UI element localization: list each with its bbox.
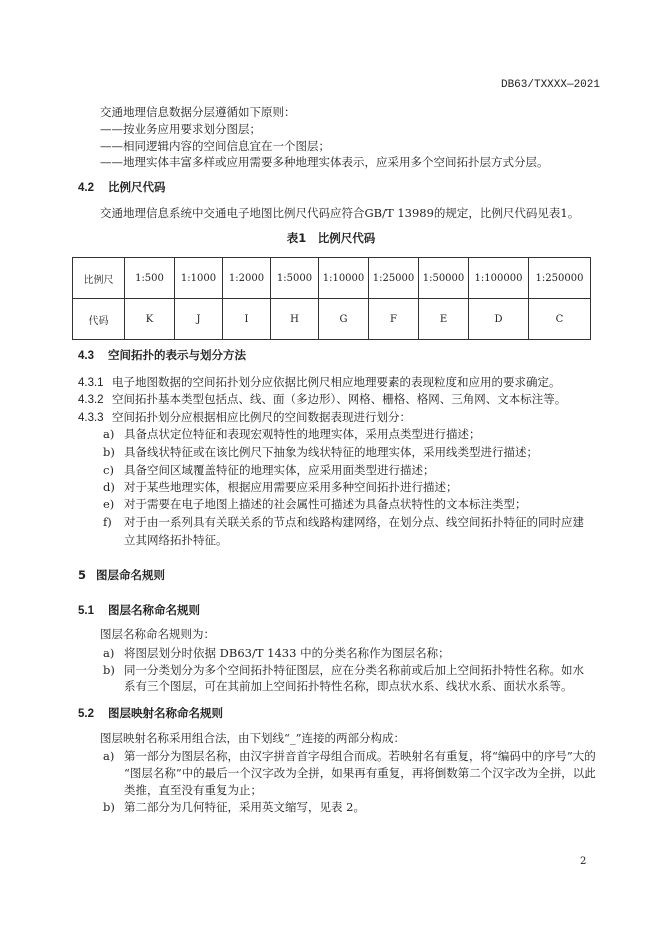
intro-dash-item: ——地理实体丰富多样或应用需要多种地理实体表示，应采用多个空间拓扑层方式分层。 — [100, 155, 549, 169]
subsection-text: 空间拓扑基本类型包括点、线、面（多边形）、网格、栅格、格网、三角网、文本标注等。 — [112, 392, 567, 406]
section-number: 4.3 — [78, 350, 94, 362]
document-code-header: DB63/TXXXX—2021 — [500, 79, 600, 91]
section-paragraph: 图层映射名称采用组合法，由下划线“_”连接的两部分构成： — [100, 731, 406, 745]
page-number: 2 — [580, 856, 587, 867]
list-text-continuation: 系有三个图层，可在其前加上空间拓扑特性名称，即点状水系、线状水系、面状水系等。 — [124, 679, 573, 693]
table-cell: J — [175, 299, 223, 340]
section-title: 比例尺代码 — [108, 180, 166, 194]
subsection-number: 4.3.1 — [78, 377, 104, 389]
table-row — [73, 299, 591, 340]
section-paragraph: 交通地理信息系统中交通电子地图比例尺代码应符合GB/T 13989的规定，比例尺代码见表1。 — [100, 206, 580, 220]
section-heading-5-2 — [78, 705, 223, 721]
section-number: 4.2 — [78, 182, 94, 194]
list-text: 对于由一系列具有关联关系的节点和线路构建网络，在划分点、线空间拓扑特征的同时应建 — [124, 515, 584, 529]
intro-dash-item: ——相同逻辑内容的空间信息宜在一个图层； — [100, 139, 330, 153]
list-text: 同一分类划分为多个空间拓扑特征图层，应在分类名称前或后加上空间拓扑特性名称。如水 — [124, 663, 584, 677]
subsection-4-3-3 — [78, 409, 411, 425]
table-row — [73, 258, 591, 299]
list-label: c) — [103, 463, 114, 477]
section-number: 5.1 — [78, 605, 94, 617]
intro-text: 交通地理信息数据分层遵循如下原则： — [100, 105, 296, 119]
list-text-continuation: 立其网络拓扑特征。 — [124, 533, 228, 547]
list-text: 具备线状特征或在该比例尺下抽象为线状特征的地理实体，采用线类型进行描述； — [124, 445, 538, 459]
list-label: a) — [103, 646, 115, 660]
subsection-text: 空间拓扑划分应根据相应比例尺的空间数据表现进行划分： — [112, 410, 411, 424]
list-label: f) — [103, 515, 112, 529]
table-cell: D — [469, 299, 529, 340]
section-number: 5 — [78, 568, 87, 582]
section-heading-4-2 — [78, 179, 166, 195]
table-cell: 代码 — [73, 299, 125, 340]
list-item — [0, 662, 662, 678]
list-text: 具备空间区域覆盖特征的地理实体，应采用面类型进行描述； — [124, 463, 435, 477]
list-item — [0, 748, 662, 764]
list-label: e) — [103, 497, 115, 511]
table-cell: 1:25000 — [369, 258, 419, 299]
table-cell: 1:500 — [125, 258, 175, 299]
section-title: 空间拓扑的表示与划分方法 — [108, 348, 246, 362]
list-text: 第一部分为图层名称，由汉字拼音首字母组合而成。若映射名有重复，将“编码中的序号”大的 — [124, 749, 596, 763]
section-heading-5-1 — [78, 602, 200, 618]
list-item — [0, 514, 662, 530]
section-heading-5 — [78, 567, 165, 583]
table-cell: 1:2000 — [223, 258, 271, 299]
list-label: a) — [103, 427, 115, 441]
section-title: 图层命名规则 — [96, 568, 165, 582]
table-cell: 1:50000 — [419, 258, 469, 299]
list-text: 第二部分为几何特征，采用英文缩写，见表 2。 — [124, 800, 365, 814]
list-text: 对于需要在电子地图上描述的社会属性可描述为具备点状特性的文本标注类型； — [124, 497, 527, 511]
table-cell: E — [419, 299, 469, 340]
section-number: 5.2 — [78, 708, 94, 720]
subsection-4-3-1 — [78, 374, 561, 390]
list-item — [0, 462, 662, 478]
list-label: b) — [103, 800, 115, 814]
section-title: 图层名称命名规则 — [108, 603, 200, 617]
table-cell: K — [125, 299, 175, 340]
table-cell: 比例尺 — [73, 258, 125, 299]
section-paragraph: 图层名称命名规则为： — [100, 627, 215, 641]
list-item — [0, 479, 662, 495]
subsection-number: 4.3.2 — [78, 394, 104, 406]
list-item — [0, 444, 662, 460]
intro-dash-item: ——按业务应用要求划分图层； — [100, 122, 261, 136]
table-cell: 1:5000 — [271, 258, 319, 299]
list-label: d) — [103, 480, 115, 494]
table-cell: G — [319, 299, 369, 340]
list-text-continuation: 类推，直至没有重复为止； — [124, 783, 262, 797]
subsection-text: 电子地图数据的空间拓扑划分应依据比例尺相应地理要素的表现粒度和应用的要求确定。 — [112, 375, 561, 389]
table-cell: I — [223, 299, 271, 340]
list-text: 对于某些地理实体，根据应用需要应采用多种空间拓扑进行描述； — [124, 480, 458, 494]
table-cell: 1:250000 — [529, 258, 591, 299]
list-text: 将图层划分时依据 DB63/T 1433 中的分类名称作为图层名称； — [124, 646, 450, 660]
list-label: a) — [103, 749, 115, 763]
table-cell: 1:10000 — [319, 258, 369, 299]
list-label: b) — [103, 663, 115, 677]
list-item — [0, 426, 662, 442]
scale-code-table — [72, 257, 591, 340]
list-label: b) — [103, 445, 115, 459]
list-item — [0, 799, 662, 815]
table-cell: 1:100000 — [469, 258, 529, 299]
subsection-number: 4.3.3 — [78, 412, 104, 424]
section-title: 图层映射名称命名规则 — [108, 706, 223, 720]
table-cell: H — [271, 299, 319, 340]
subsection-4-3-2 — [78, 391, 566, 407]
table-cell: C — [529, 299, 591, 340]
table-title: 表1 比例尺代码 — [286, 231, 376, 245]
list-item — [0, 496, 662, 512]
table-cell: 1:1000 — [175, 258, 223, 299]
list-text-continuation: “图层名称”中的最后一个汉字改为全拼，如果再有重复，再将倒数第二个汉字改为全拼，以此 — [124, 766, 596, 780]
section-heading-4-3 — [78, 347, 246, 363]
table-cell: F — [369, 299, 419, 340]
list-text: 具备点状定位特征和表现宏观特性的地理实体，采用点类型进行描述； — [124, 427, 481, 441]
list-item — [0, 645, 662, 661]
